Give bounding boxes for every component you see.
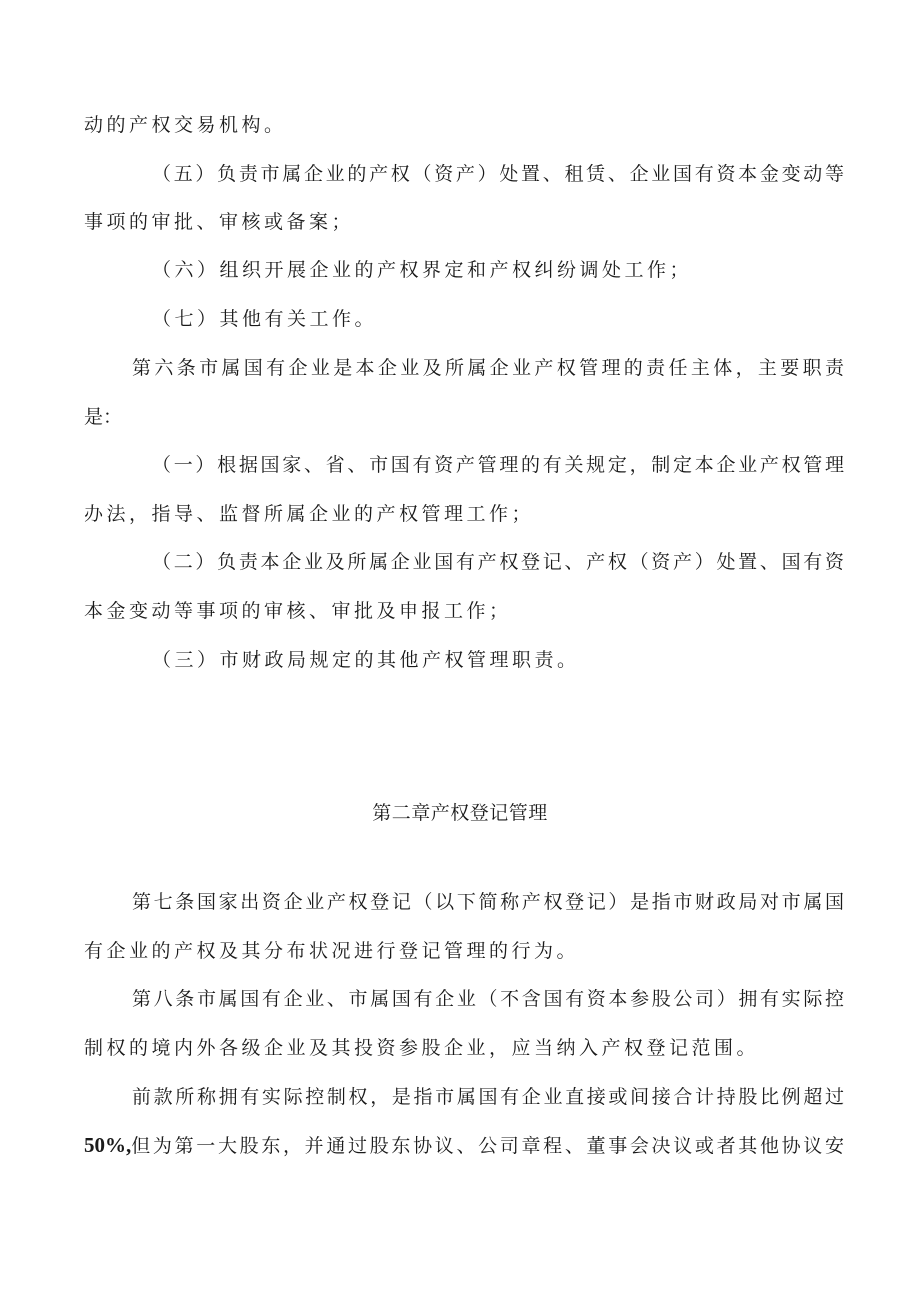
paragraph-line: （七）其他有关工作。 <box>152 308 378 330</box>
paragraph-line: 第七条国家出资企业产权登记（以下简称产权登记）是指市财政局对市属国 <box>132 891 844 913</box>
paragraph-line-with-percent <box>84 1132 844 1159</box>
paragraph-line: 办法，指导、监督所属企业的产权管理工作； <box>84 503 535 525</box>
paragraph-line: 第八条市属国有企业、市属国有企业（不含国有资本参股公司）拥有实际控 <box>132 988 844 1010</box>
paragraph-line: （二）负责本企业及所属企业国有产权登记、产权（资产）处置、国有资 <box>152 551 844 573</box>
paragraph-line: （一）根据国家、省、市国有资产管理的有关规定，制定本企业产权管理 <box>152 454 844 476</box>
paragraph-line-rest: 但为第一大股东，并通过股东协议、公司章程、董事会决议或者其他协议安 <box>131 1135 844 1157</box>
paragraph-line: 第六条市属国有企业是本企业及所属企业产权管理的责任主体，主要职责 <box>132 357 844 379</box>
paragraph-line: 事项的审批、审核或备案； <box>84 211 355 233</box>
paragraph-line: （五）负责市属企业的产权（资产）处置、租赁、企业国有资本金变动等 <box>152 163 844 185</box>
paragraph-line: 动的产权交易机构。 <box>84 114 287 136</box>
paragraph-line: 是： <box>84 406 123 428</box>
paragraph-line: 制权的境内外各级企业及其投资参股企业，应当纳入产权登记范围。 <box>84 1037 760 1059</box>
paragraph-line: 有企业的产权及其分布状况进行登记管理的行为。 <box>84 940 580 962</box>
percent-value: 50%, <box>84 1133 132 1157</box>
paragraph-line: （六）组织开展企业的产权界定和产权纠纷调处工作； <box>152 259 693 281</box>
paragraph-line: （三）市财政局规定的其他产权管理职责。 <box>152 649 580 671</box>
paragraph-line: 本金变动等事项的审核、审批及申报工作； <box>84 600 512 622</box>
chapter-heading: 第二章产权登记管理 <box>372 802 548 824</box>
paragraph-line: 前款所称拥有实际控制权，是指市属国有企业直接或间接合计持股比例超过 <box>132 1086 844 1108</box>
